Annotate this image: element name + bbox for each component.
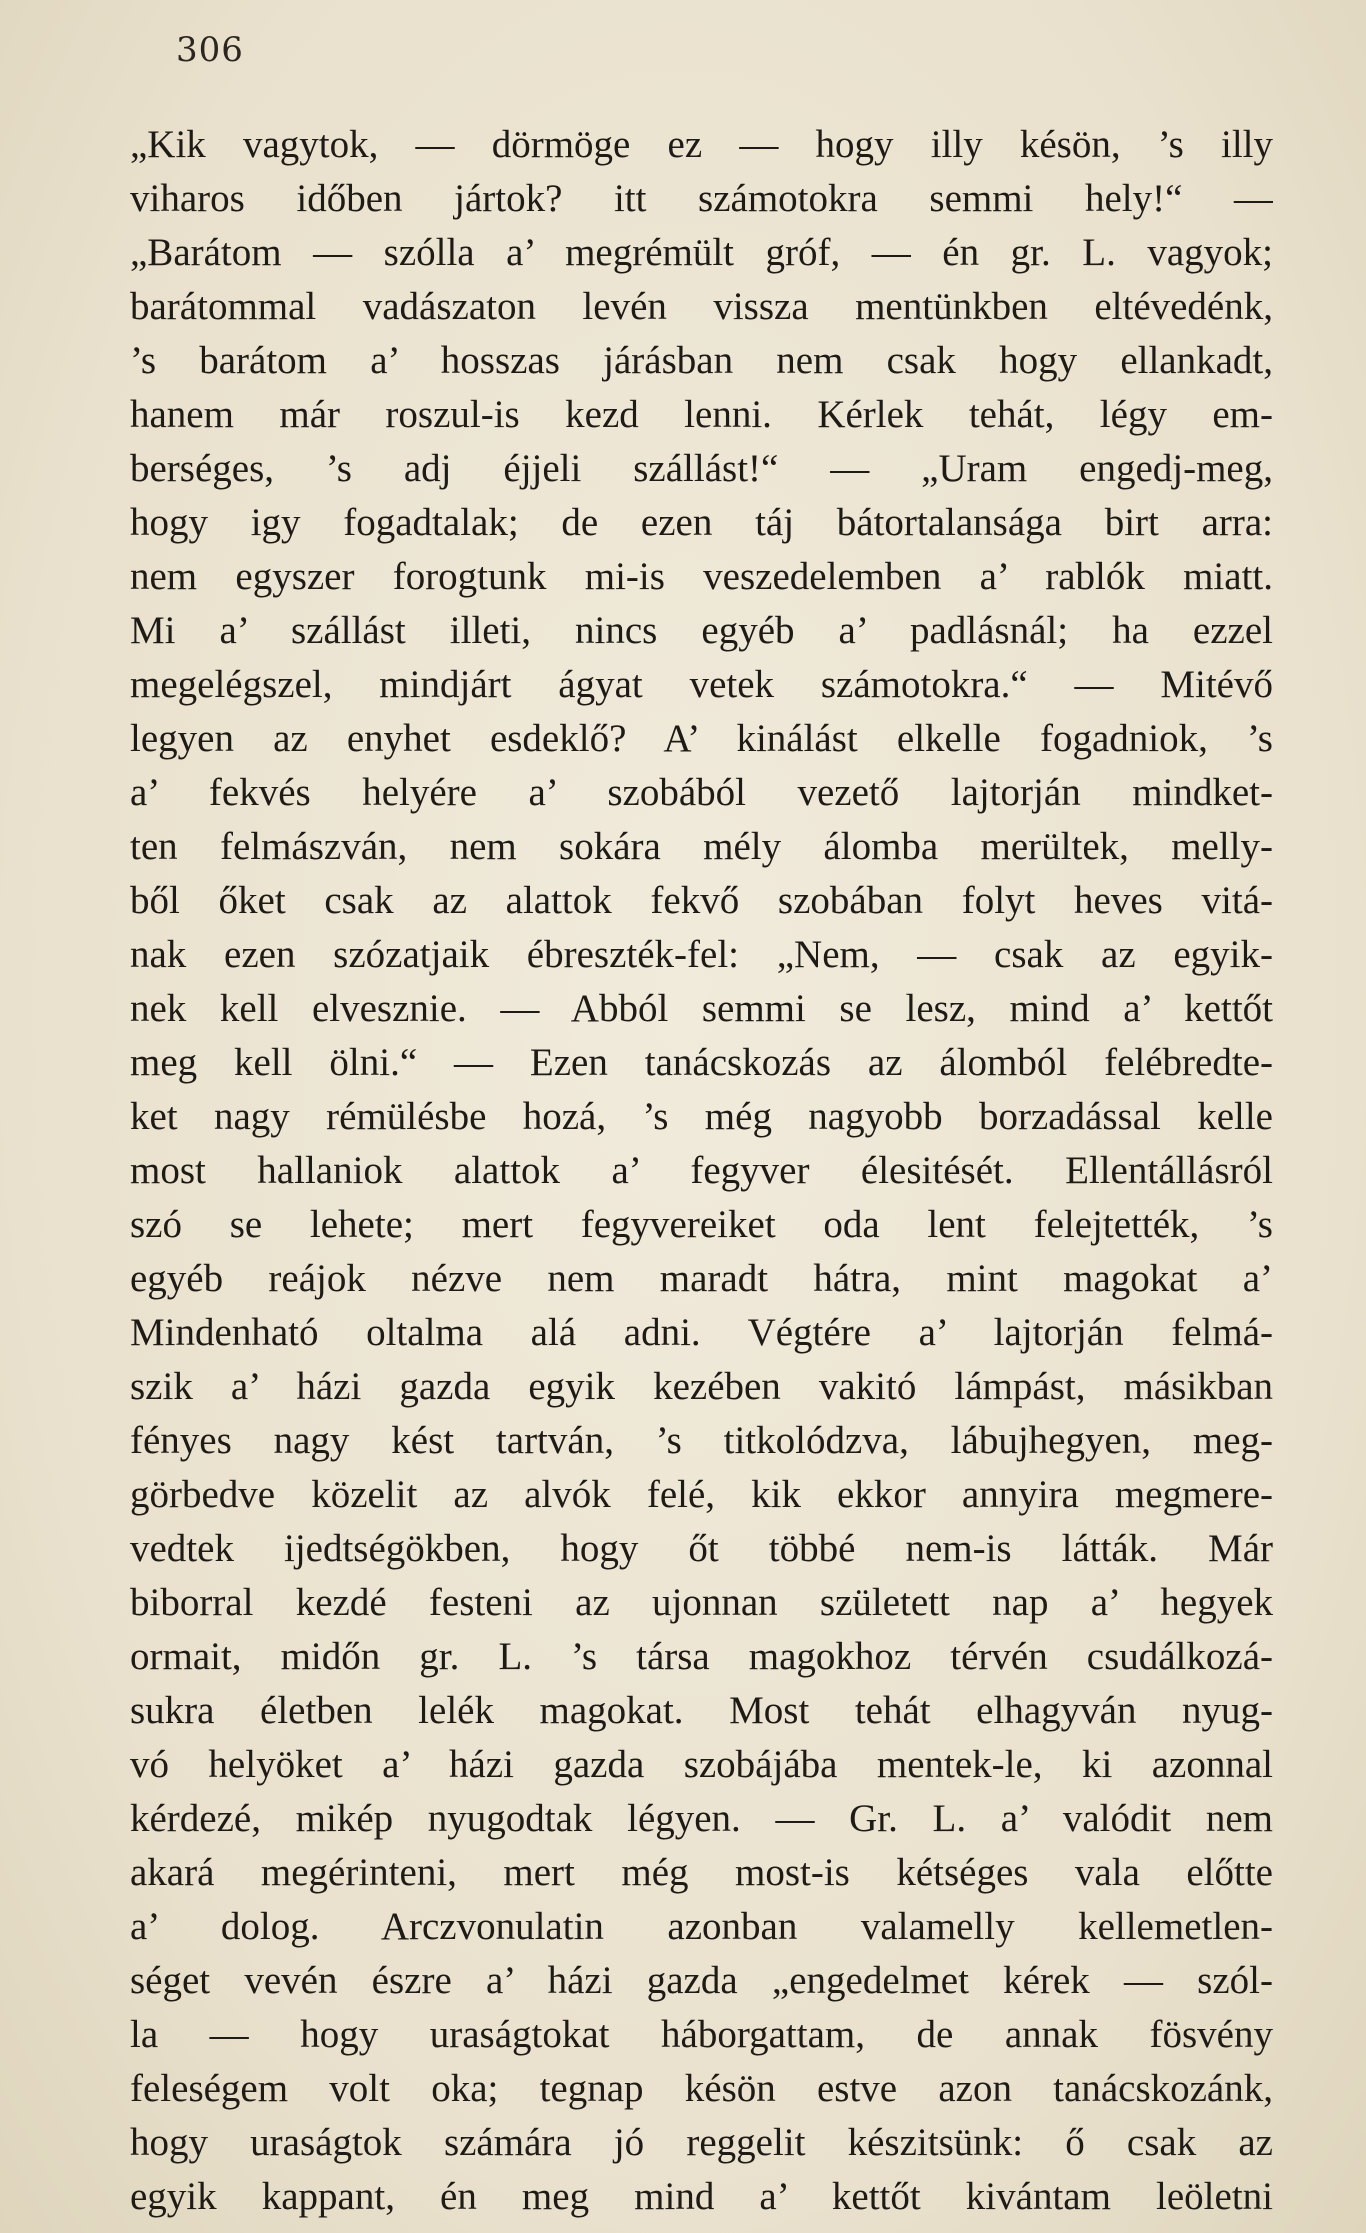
- text-line: Mi a’ szállást illeti, nincs egyéb a’ padlásnál; ha ezzel: [130, 609, 1273, 652]
- text-line: la — hogy uraságtokat háborgattam, de annak fösvény: [130, 2013, 1273, 2056]
- page-number: 306: [176, 30, 244, 70]
- text-line: sukra életben lelék magokat. Most tehát elhagyván nyug-: [130, 1689, 1273, 1732]
- text-line: nem egyszer forogtunk mi-is veszedelemben a’ rablók miatt.: [130, 555, 1273, 598]
- text-line: hogy igy fogadtalak; de ezen táj bátortalansága birt arra:: [130, 501, 1273, 544]
- text-line: hogy uraságtok számára jó reggelit készitsünk: ő csak az: [130, 2121, 1273, 2164]
- text-line: biborral kezdé festeni az ujonnan született nap a’ hegyek: [130, 1581, 1273, 1624]
- text-line: szó se lehete; mert fegyvereiket oda lent felejtették, ’s: [130, 1203, 1273, 1246]
- text-line: egyik kappant, én meg mind a’ kettőt kivántam leöletni: [130, 2175, 1273, 2218]
- text-line: nak ezen szózatjaik ébreszték-fel: „Nem, — csak az egyik-: [130, 933, 1273, 976]
- text-line: ten felmászván, nem sokára mély álomba merültek, melly-: [130, 825, 1273, 868]
- text-line: „Kik vagytok, — dörmöge ez — hogy illy késön, ’s illy: [130, 123, 1273, 166]
- text-line: szik a’ házi gazda egyik kezében vakitó lámpást, másikban: [130, 1365, 1273, 1408]
- text-line: séget vevén észre a’ házi gazda „engedelmet kérek — szól-: [130, 1959, 1273, 2002]
- text-line: hanem már roszul-is kezd lenni. Kérlek tehát, légy em-: [130, 393, 1273, 436]
- text-line: barátommal vadászaton levén vissza mentünkben eltévedénk,: [130, 285, 1273, 328]
- text-line: akará megérinteni, mert még most-is kétséges vala előtte: [130, 1851, 1273, 1894]
- text-line: „Barátom — szólla a’ megrémült gróf, — én gr. L. vagyok;: [130, 231, 1273, 274]
- text-line: kérdezé, mikép nyugodtak légyen. — Gr. L. a’ valódit nem: [130, 1797, 1273, 1840]
- text-line: ormait, midőn gr. L. ’s társa magokhoz térvén csudálkozá-: [130, 1635, 1273, 1678]
- text-line: egyéb reájok nézve nem maradt hátra, mint magokat a’: [130, 1257, 1273, 1300]
- text-line: a’ dolog. Arczvonulatin azonban valamelly kellemetlen-: [130, 1905, 1273, 1948]
- text-line: ket nagy rémülésbe hozá, ’s még nagyobb borzadással kelle: [130, 1095, 1273, 1138]
- text-line: feleségem volt oka; tegnap késön estve azon tanácskozánk,: [130, 2067, 1273, 2110]
- text-line: megelégszel, mindjárt ágyat vetek számotokra.“ — Mitévő: [130, 663, 1273, 706]
- text-line: viharos időben jártok? itt számotokra semmi hely!“ —: [130, 177, 1273, 220]
- text-line: görbedve közelit az alvók felé, kik ekkor annyira megmere-: [130, 1473, 1273, 1516]
- text-line: meg kell ölni.“ — Ezen tanácskozás az álomból felébredte-: [130, 1041, 1273, 1084]
- text-line: vó helyöket a’ házi gazda szobájába mentek-le, ki azonnal: [130, 1743, 1273, 1786]
- text-line: fényes nagy kést tartván, ’s titkolódzva, lábujhegyen, meg-: [130, 1419, 1273, 1462]
- text-line: vedtek ijedtségökben, hogy őt többé nem-is látták. Már: [130, 1527, 1273, 1570]
- text-line: ből őket csak az alattok fekvő szobában folyt heves vitá-: [130, 879, 1273, 922]
- body-text: [130, 118, 1273, 2218]
- text-line: a’ fekvés helyére a’ szobából vezető lajtorján mindket-: [130, 771, 1273, 814]
- text-line: Mindenható oltalma alá adni. Végtére a’ lajtorján felmá-: [130, 1311, 1273, 1354]
- text-line: berséges, ’s adj éjjeli szállást!“ — „Uram engedj-meg,: [130, 447, 1273, 490]
- text-line: nek kell elvesznie. — Abból semmi se lesz, mind a’ kettőt: [130, 987, 1273, 1030]
- text-line: legyen az enyhet esdeklő? A’ kinálást elkelle fogadniok, ’s: [130, 717, 1273, 760]
- text-line: most hallaniok alattok a’ fegyver élesitését. Ellentállásról: [130, 1149, 1273, 1192]
- text-line: ’s barátom a’ hosszas járásban nem csak hogy ellankadt,: [130, 339, 1273, 382]
